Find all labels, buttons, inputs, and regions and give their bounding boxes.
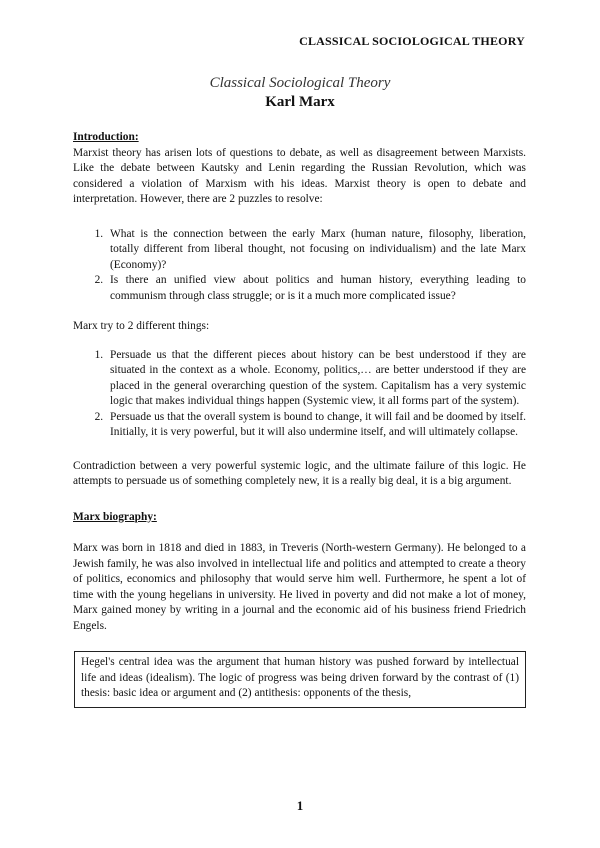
introduction-paragraph: Marxist theory has arisen lots of questions to debate, as well as disagreement between Marxists. Like the debate between Kautsky and Lenin regarding the Russian Revolution, which was considered a violation of Marxism with his ideas. Marxist theory is open to debate and interpretation. However, there are 2 puzzles to resolve: xyxy=(73,146,526,205)
tries-list xyxy=(73,348,526,441)
document-body xyxy=(73,130,526,708)
title-block xyxy=(0,74,600,112)
document-title: Classical Sociological Theory xyxy=(209,75,391,91)
list-item: 2. Is there an unified view about politics and human history, everything leading to communism through class struggle; or is it a much more complicated issue? xyxy=(106,273,526,304)
introduction-conclusion: Contradiction between a very powerful systemic logic, and the ultimate failure of this logic. He attempts to persuade us of something completely new, it is a really big deal, it is a big argument. xyxy=(73,459,526,487)
introduction-heading: Introduction: xyxy=(73,131,139,143)
puzzles-list xyxy=(73,227,526,305)
list-item: 1. Persuade us that the different pieces about history can be best understood if they are situated in the context as a whole. Economy, politics,… are better understood if they are placed in the general overarching question of the system. Capitalism has a very systemic logic that makes individual things happen (Systemic view, it all forms part of the system). xyxy=(106,348,526,410)
tries-intro: Marx try to 2 different things: xyxy=(73,320,210,332)
biography-paragraph: Marx was born in 1818 and died in 1883, in Treveris (North-western Germany). He belonged to a Jewish family, he was also involved in intellectual life and politics and attempted to create a theory of politics, economics and philosophy that would serve him well. Furthermore, he spent a lot of time with the young hegelians in university. He lived in poverty and did not make a lot of money, Marx gained money by writing in a journal and the economic aid of his business friend Friedrich Engels. xyxy=(73,542,526,632)
biography-heading: Marx biography: xyxy=(73,510,157,523)
page-number: 1 xyxy=(296,798,304,813)
running-header: CLASSICAL SOCIOLOGICAL THEORY xyxy=(299,34,525,48)
list-item: 2. Persuade us that the overall system is bound to change, it will fail and be doomed by itself. Initially, it is very powerful, but it will also undermine itself, and will ultimately collapse. xyxy=(106,410,526,441)
list-item: 1. What is the connection between the early Marx (human nature, filosophy, liberation, totally different from liberal thought, not focusing on individualism) and the late Marx (Economy)? xyxy=(106,227,526,274)
hegel-box-text: Hegel's central idea was the argument that human history was pushed forward by intellectual life and ideas (idealism). The logic of progress was being driven forward by the contrast of (1) thesis: basic idea or argument and (2) antithesis: opponents of the thesis, xyxy=(81,656,519,699)
document-subtitle: Karl Marx xyxy=(265,94,335,110)
hegel-box xyxy=(74,651,526,708)
